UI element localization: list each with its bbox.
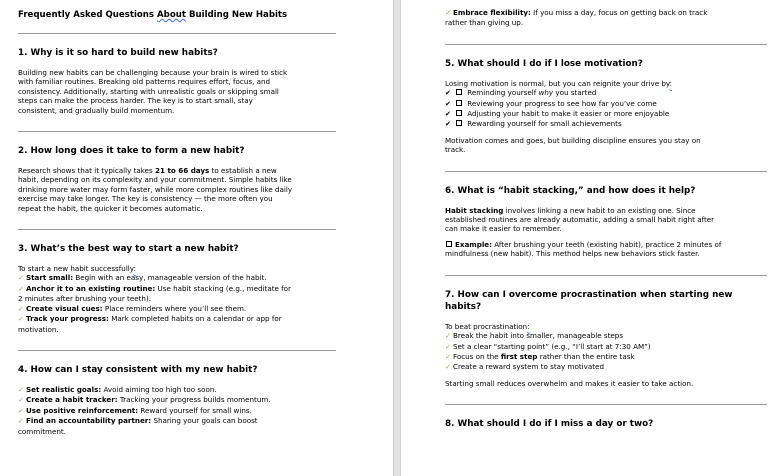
check-icon: ✓ (18, 284, 24, 293)
answer-line: consistent, and gradually build momentum. (18, 105, 175, 115)
answer-line: Research shows that it typically takes 21 to 66 days to establish a new (18, 166, 277, 176)
list-item: ✓ Create a reward system to stay motivated (445, 362, 604, 372)
answer-intro: To start a new habit successfully: (18, 264, 136, 274)
answer-line: exercise may take longer. The key is consistency — the more often you (18, 194, 273, 204)
check-icon: ✓ (18, 315, 24, 324)
page-gutter (393, 0, 401, 476)
checkbox-icon (456, 120, 462, 126)
answer-line: consistency. Additionally, starting with unrealistic goals or skipping small (18, 86, 279, 96)
answer-line: Habit stacking involves linking a new habit to an existing one. Since (445, 205, 696, 215)
faq-question-7: 7. How can I overcome procrastination when starting new habits? (445, 289, 733, 312)
faq-question-1: 1. Why is it so hard to build new habits? (18, 48, 218, 58)
check-icon: ✓ (18, 385, 24, 394)
section-divider (18, 350, 336, 351)
list-item: ✓ Track your progress: Mark completed habits on a calendar or app for (18, 314, 282, 324)
faq-answer-1 (18, 68, 338, 115)
list-item: ✓ Set a clear “starting point” (e.g., “I’ll start at 7:30 AM”) (445, 341, 651, 351)
list-item-continuation: commitment. (18, 426, 66, 436)
section-divider (445, 404, 767, 405)
checkbox-icon (456, 89, 462, 95)
section-divider (18, 131, 336, 132)
answer-line: repeat the habit, the quicker it becomes automatic. (18, 203, 203, 213)
list-item: ✓ Use positive reinforcement: Reward yourself for small wins. (18, 405, 252, 415)
faq-question-3: 3. What’s the best way to start a new habit? (18, 244, 239, 255)
answer-line: Starting small reduces overwhelm and makes it easier to take action. (445, 378, 694, 388)
example-line: Example: After brushing your teeth (existing habit), practice 2 minutes of (445, 240, 765, 249)
list-item-continuation: motivation. (18, 324, 59, 334)
faq-question-8: 8. What should I do if I miss a day or two? (445, 419, 654, 430)
answer-intro: To beat procrastination: (445, 321, 530, 331)
list-item: ✔ Reviewing your progress to see how far you’ve come (445, 98, 657, 108)
list-item: ✔ Rewarding yourself for small achievements (445, 119, 622, 129)
answer-line: can make it easier to remember. (445, 224, 562, 234)
list-item: ✓ Create visual cues: Place reminders where you’ll see them. (18, 303, 247, 313)
section-divider (445, 275, 767, 276)
title-text-2: Building New Habits (185, 10, 288, 20)
checkbox-icon (456, 100, 462, 106)
check-icon: ✓ (445, 332, 451, 341)
faq-answer-4 (18, 385, 338, 436)
answer-line: established routines are already automatic, adding a small habit right after (445, 215, 715, 225)
answer-line: Building new habits can be challenging because your brain is wired to stick (18, 68, 288, 77)
faq-question-5: 5. What should I do if I lose motivation? (445, 58, 643, 69)
section-divider (18, 229, 336, 230)
check-icon: ✓ (445, 342, 451, 351)
answer-line: with familiar routines. Breaking old patterns requires effort, focus, and (18, 77, 271, 87)
section-divider (445, 44, 767, 45)
faq-answer-5 (445, 79, 765, 155)
faq-question-6: 6. What is “habit stacking,” and how does it help? (445, 185, 696, 196)
check-icon: ✓ (18, 406, 24, 415)
checkmark-icon: ✔ (445, 120, 451, 129)
bullet-box-icon (446, 241, 452, 247)
check-icon: ✓ (445, 9, 451, 17)
list-item: ✔ Reminding yourself why you started (445, 88, 597, 98)
answer-line: habit, depending on its complexity and your commitment. Simple habits like (18, 175, 292, 185)
faq-question-4: 4. How can I stay consistent with my new habit? (18, 364, 258, 375)
answer-intro: Losing motivation is normal, but you can reignite your drive by: (445, 78, 673, 88)
checkmark-icon: ✔ (445, 89, 451, 98)
section-divider (445, 171, 767, 172)
check-icon: ✓ (18, 417, 24, 426)
answer-line: track. (445, 145, 466, 155)
document-title (18, 9, 393, 21)
list-item: ✓ Embrace flexibility: If you miss a day, focus on getting back on track (445, 8, 708, 17)
list-item-continuation: 2 minutes after brushing your teeth). (18, 294, 151, 304)
check-icon: ✓ (445, 352, 451, 361)
title-text-about: About (157, 10, 186, 20)
faq-answer-6 (445, 206, 765, 259)
checkmark-icon: ✔ (445, 110, 451, 119)
answer-line: Motivation comes and goes, but building discipline ensures you stay on (445, 135, 701, 145)
check-icon: ✓ (445, 363, 451, 372)
list-item: ✓ Anchor it to an existing routine: Use habit stacking (e.g., meditate for (18, 283, 291, 293)
faq-answer-3 (18, 264, 338, 334)
title-text-1: Frequently Asked Questions (18, 10, 158, 20)
document-page-right (401, 0, 768, 476)
list-item: ✓ Break the habit into smaller, manageable steps (445, 331, 624, 341)
list-item: ✔ Adjusting your habit to make it easier or more enjoyable (445, 109, 670, 119)
checkbox-icon (456, 110, 462, 116)
faq-question-2: 2. How long does it take to form a new habit? (18, 146, 245, 157)
list-item-continuation: rather than giving up. (445, 18, 524, 28)
list-item: ✓ Focus on the first step rather than the entire task (445, 351, 635, 361)
check-icon: ✓ (18, 274, 24, 283)
list-item: ✓ Set realistic goals: Avoid aiming too high too soon. (18, 384, 217, 394)
checkmark-icon: ✔ (445, 99, 451, 108)
list-item: ✓ Find an accountability partner: Sharing your goals can boost (18, 416, 258, 426)
answer-line: drinking more water may form faster, while more complex routines like daily (18, 184, 293, 194)
list-item: ✓ Create a habit tracker: Tracking your progress builds momentum. (18, 395, 271, 405)
list-item: ✓ Start small: Begin with an easy, manageable version of the habit. (18, 273, 267, 283)
answer-line: steps can make the process harder. The key is to start small, stay (18, 96, 253, 106)
check-icon: ✓ (18, 396, 24, 405)
faq-answer-4-continued (445, 8, 765, 28)
answer-line: mindfulness (new habit). This method helps new behaviors stick faster. (445, 249, 700, 259)
section-divider (18, 33, 336, 34)
check-icon: ✓ (18, 304, 24, 313)
faq-answer-2 (18, 166, 338, 213)
faq-answer-7 (445, 322, 765, 388)
